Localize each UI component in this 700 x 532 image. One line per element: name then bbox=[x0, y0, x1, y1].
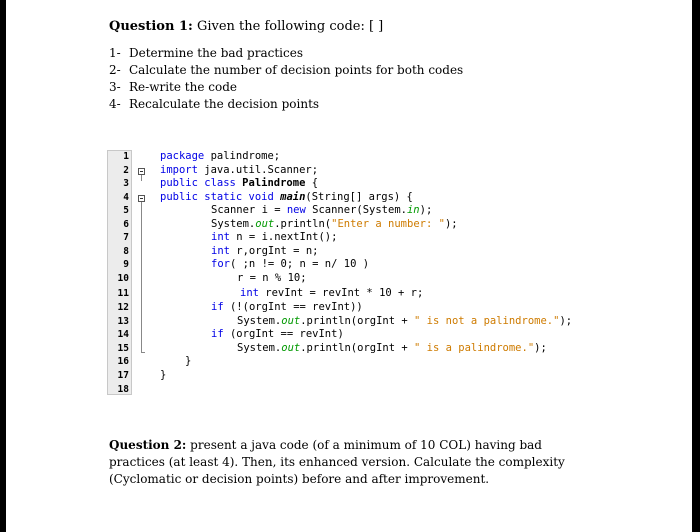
fold-guide-line bbox=[141, 202, 142, 352]
question-2-paragraph bbox=[109, 437, 599, 488]
fold-end-mark bbox=[141, 352, 145, 353]
question-1-text: Given the following code: [ ] bbox=[192, 19, 384, 34]
document-page bbox=[6, 0, 692, 532]
question-2-label: Question 2: bbox=[109, 438, 187, 452]
question-1-label: Question 1: bbox=[109, 19, 193, 34]
fold-collapse-icon[interactable] bbox=[138, 168, 145, 175]
list-item: 2- Calculate the number of decision points for both codes bbox=[109, 63, 464, 77]
list-item: 1- Determine the bad practices bbox=[109, 46, 303, 60]
question-2-text: present a java code (of a minimum of 10 COL) having bad practices (at least 4). Then, its enhanced version. Calculate the complexity (Cyclomatic or decision points) before and after improvement. bbox=[109, 438, 565, 486]
list-item: 4- Recalculate the decision points bbox=[109, 97, 320, 111]
fold-collapse-icon[interactable] bbox=[138, 195, 145, 202]
task-list bbox=[109, 45, 463, 113]
fold-column bbox=[132, 150, 148, 395]
list-item: 3- Re-write the code bbox=[109, 80, 237, 94]
question-1-heading bbox=[109, 19, 383, 34]
code-screenshot: 1 package palindrome; 2 import java.util.Scanner; 3 public class Palindrome { 4 public static void main(String[] args) { 5 Scanner i = new Scanner(System.in); 6 System.out.println("Enter a number: "); 7 int n = i.nextInt(); 8 int r,orgInt = n; 9 for( ;n != 0; n = n/ 10 ) 10 r = n % 10; 11 int revInt = revInt * 10 + r; 12 if (!(orgInt == revInt)) 13 System.out.println(orgInt + " is not a palindrome."); 14 if (orgInt == revInt) 15 System.out.println(orgInt + " is a palindrome."); 16 } 17 } 18 bbox=[107, 150, 627, 397]
fold-guide-line bbox=[141, 175, 142, 181]
